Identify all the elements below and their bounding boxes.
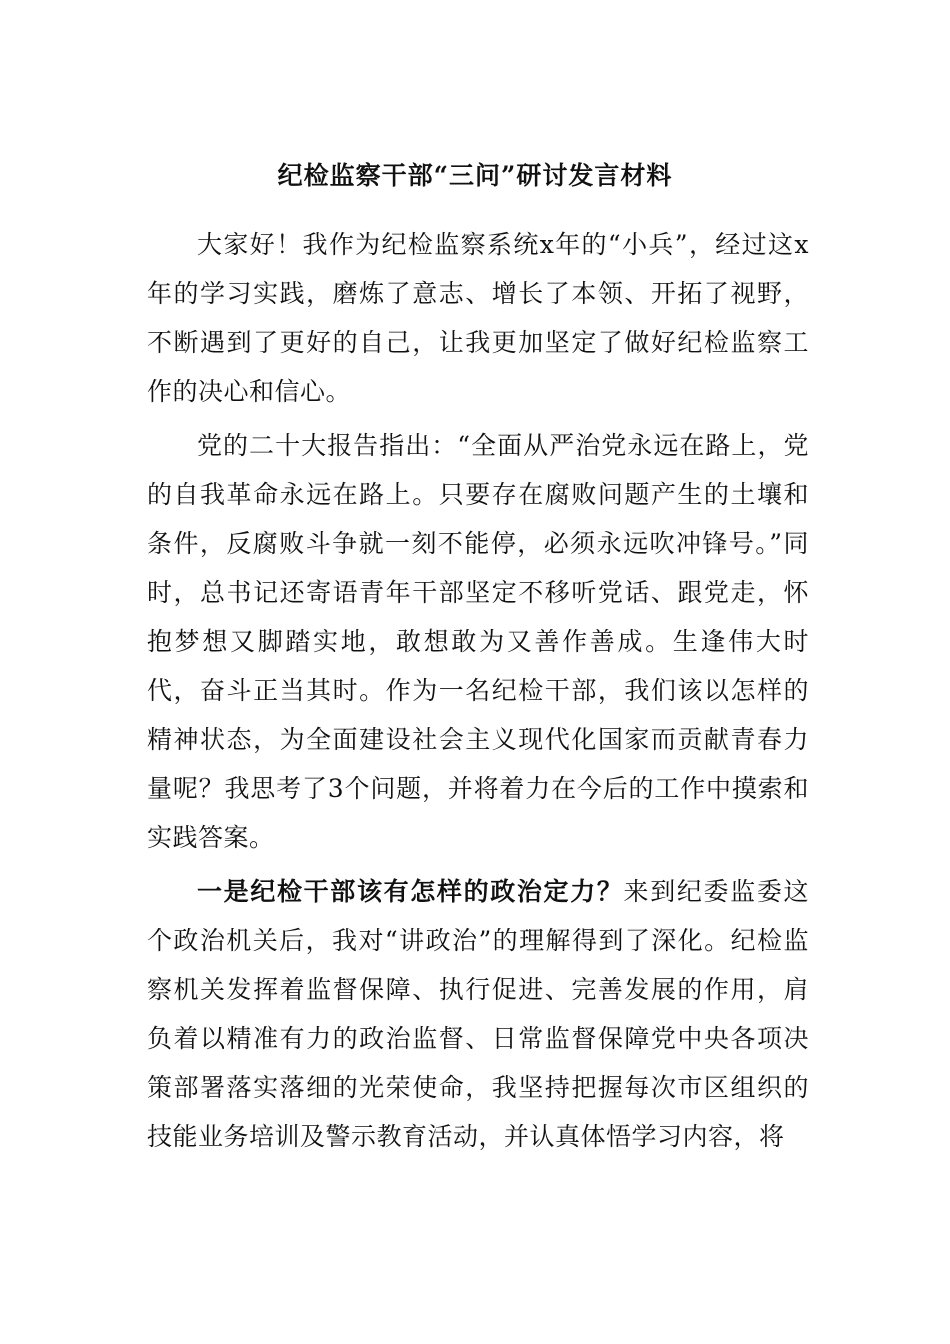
paragraph-report-quote: [147, 421, 809, 862]
document-body: [147, 220, 809, 1161]
paragraph-lead-heading: 一是纪检干部该有怎样的政治定力？: [197, 877, 624, 906]
paragraph-question-one: [147, 867, 809, 1161]
paragraph-text: 来到纪委监委这个政治机关后，我对“讲政治”的理解得到了深化。纪检监察机关发挥着监督保障、执行促进、完善发展的作用，肩负着以精准有力的政治监督、日常监督保障党中央各项决策部署落实落细的光荣使命，我坚持把握每次市区组织的技能业务培训及警示教育活动，并认真体悟学习内容，将: [147, 877, 809, 1151]
paragraph-text: 党的二十大报告指出：“全面从严治党永远在路上，党的自我革命永远在路上。只要存在腐败问题产生的土壤和条件，反腐败斗争就一刻不能停，必须永远吹冲锋号。”同时，总书记还寄语青年干部坚定不移听党话、跟党走，怀抱梦想又脚踏实地，敢想敢为又善作善成。生逢伟大时代，奋斗正当其时。作为一名纪检干部，我们该以怎样的精神状态，为全面建设社会主义现代化国家而贡献青春力量呢？我思考了3个问题，并将着力在今后的工作中摸索和实践答案。: [147, 431, 809, 852]
document-title: 纪检监察干部“三问”研讨发言材料: [277, 161, 673, 190]
paragraph-text: 大家好！我作为纪检监察系统x年的“小兵”，经过这x年的学习实践，磨炼了意志、增长了本领、开拓了视野，不断遇到了更好的自己，让我更加坚定了做好纪检监察工作的决心和信心。: [147, 230, 809, 406]
paragraph-greeting: [147, 220, 809, 416]
